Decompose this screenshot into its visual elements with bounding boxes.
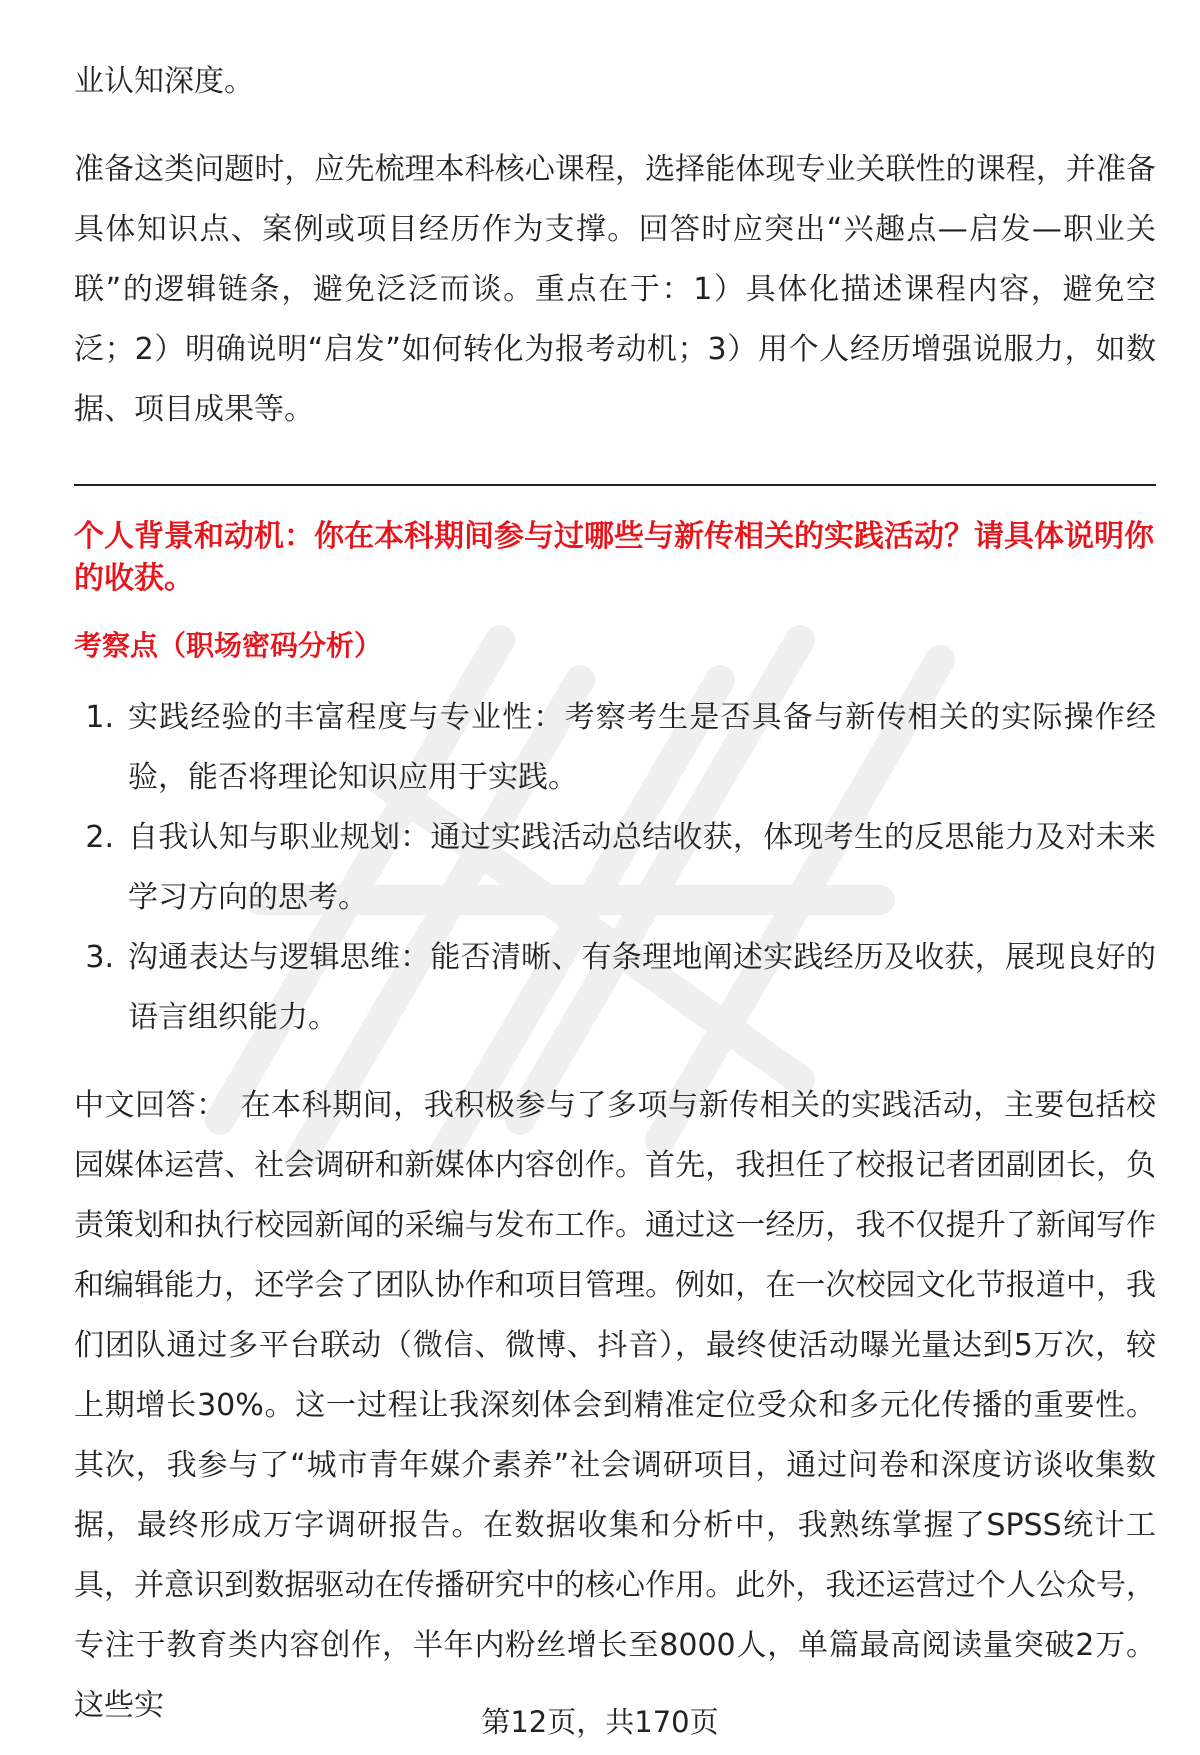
answer-paragraph — [74, 1076, 1156, 1736]
evaluation-point — [74, 928, 1156, 1048]
preparation-paragraph: 准备这类问题时，应先梳理本科核心课程，选择能体现专业关联性的课程，并准备具体知识点、案例或项目经历作为支撑。回答时应突出“兴趣点—启发—职业关联”的逻辑链条，避免泛泛而谈。重点在于：1）具体化描述课程内容，避免空泛；2）明确说明“启发”如何转化为报考动机；3）用个人经历增强说服力，如数据、项目成果等。 — [74, 152, 1156, 427]
section-divider — [74, 484, 1156, 486]
intro-tail-text: 业认知深度。 — [74, 64, 254, 99]
point-text: 实践经验的丰富程度与专业性：考察考生是否具备与新传相关的实际操作经验，能否将理论知识应用于实践。 — [128, 700, 1156, 795]
answer-text: 在本科期间，我积极参与了多项与新传相关的实践活动，主要包括校园媒体运营、社会调研和新媒体内容创作。首先，我担任了校报记者团副团长，负责策划和执行校园新闻的采编与发布工作。通过这一经历，我不仅提升了新闻写作和编辑能力，还学会了团队协作和项目管理。例如，在一次校园文化节报道中，我们团队通过多平台联动（微信、微博、抖音），最终使活动曝光量达到5万次，较上期增长30%。这一过程让我深刻体会到精准定位受众和多元化传播的重要性。其次，我参与了“城市青年媒介素养”社会调研项目，通过问卷和深度访谈收集数据，最终形成万字调研报告。在数据收集和分析中，我熟练掌握了SPSS统计工具，并意识到数据驱动在传播研究中的核心作用。此外，我还运营过个人公众号，专注于教育类内容创作，半年内粉丝增长至8000人，单篇最高阅读量突破2万。这些实 — [74, 1088, 1157, 1723]
evaluation-points-list — [74, 688, 1156, 1048]
point-number: 3. — [85, 940, 114, 975]
evaluation-points-title: 考察点（职场密码分析） — [74, 629, 383, 662]
evaluation-point — [74, 808, 1156, 928]
point-number: 2. — [85, 820, 114, 855]
page-number-footer: 第12页，共170页 — [481, 1705, 719, 1739]
evaluation-point — [74, 688, 1156, 808]
point-number: 1. — [85, 700, 114, 735]
point-text: 自我认知与职业规划：通过实践活动总结收获，体现考生的反思能力及对未来学习方向的思考。 — [128, 820, 1156, 915]
document-page — [74, 52, 1156, 1736]
question-title: 个人背景和动机：你在本科期间参与过哪些与新传相关的实践活动？请具体说明你的收获。 — [74, 519, 1154, 596]
answer-label: 中文回答： — [74, 1088, 227, 1123]
point-text: 沟通表达与逻辑思维：能否清晰、有条理地阐述实践经历及收获，展现良好的语言组织能力。 — [128, 940, 1156, 1035]
